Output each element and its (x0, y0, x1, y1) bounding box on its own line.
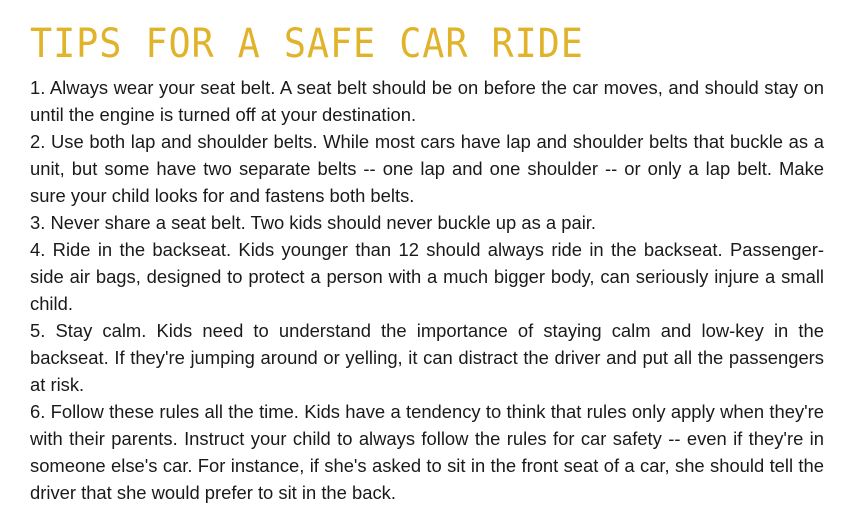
tip-item-4: 4. Ride in the backseat. Kids younger than 12 should always ride in the backseat. Passenger-side air bags, designed to protect a person with a much bigger body, can seriously injure a small child. (30, 239, 824, 314)
tip-item-1: 1. Always wear your seat belt. A seat belt should be on before the car moves, and should stay on until the engine is turned off at your destination. (30, 77, 824, 125)
tips-list (30, 74, 824, 506)
document-page (30, 20, 824, 506)
tip-item-5: 5. Stay calm. Kids need to understand the importance of staying calm and low-key in the backseat. If they're jumping around or yelling, it can distract the driver and put all the passengers at risk. (30, 320, 824, 395)
tip-item-6: 6. Follow these rules all the time. Kids have a tendency to think that rules only apply when they're with their parents. Instruct your child to always follow the rules for car safety -- even if they're in someone else's car. For instance, if she's asked to sit in the front seat of a car, she should tell the driver that she would prefer to sit in the back. (30, 401, 824, 503)
page-title: TIPS FOR A SAFE CAR RIDE (30, 21, 584, 67)
tip-item-2: 2. Use both lap and shoulder belts. While most cars have lap and shoulder belts that buckle as a unit, but some have two separate belts -- one lap and one shoulder -- or only a lap belt. Make sure your child looks for and fastens both belts. (30, 131, 824, 206)
tip-item-3: 3. Never share a seat belt. Two kids should never buckle up as a pair. (30, 212, 597, 233)
